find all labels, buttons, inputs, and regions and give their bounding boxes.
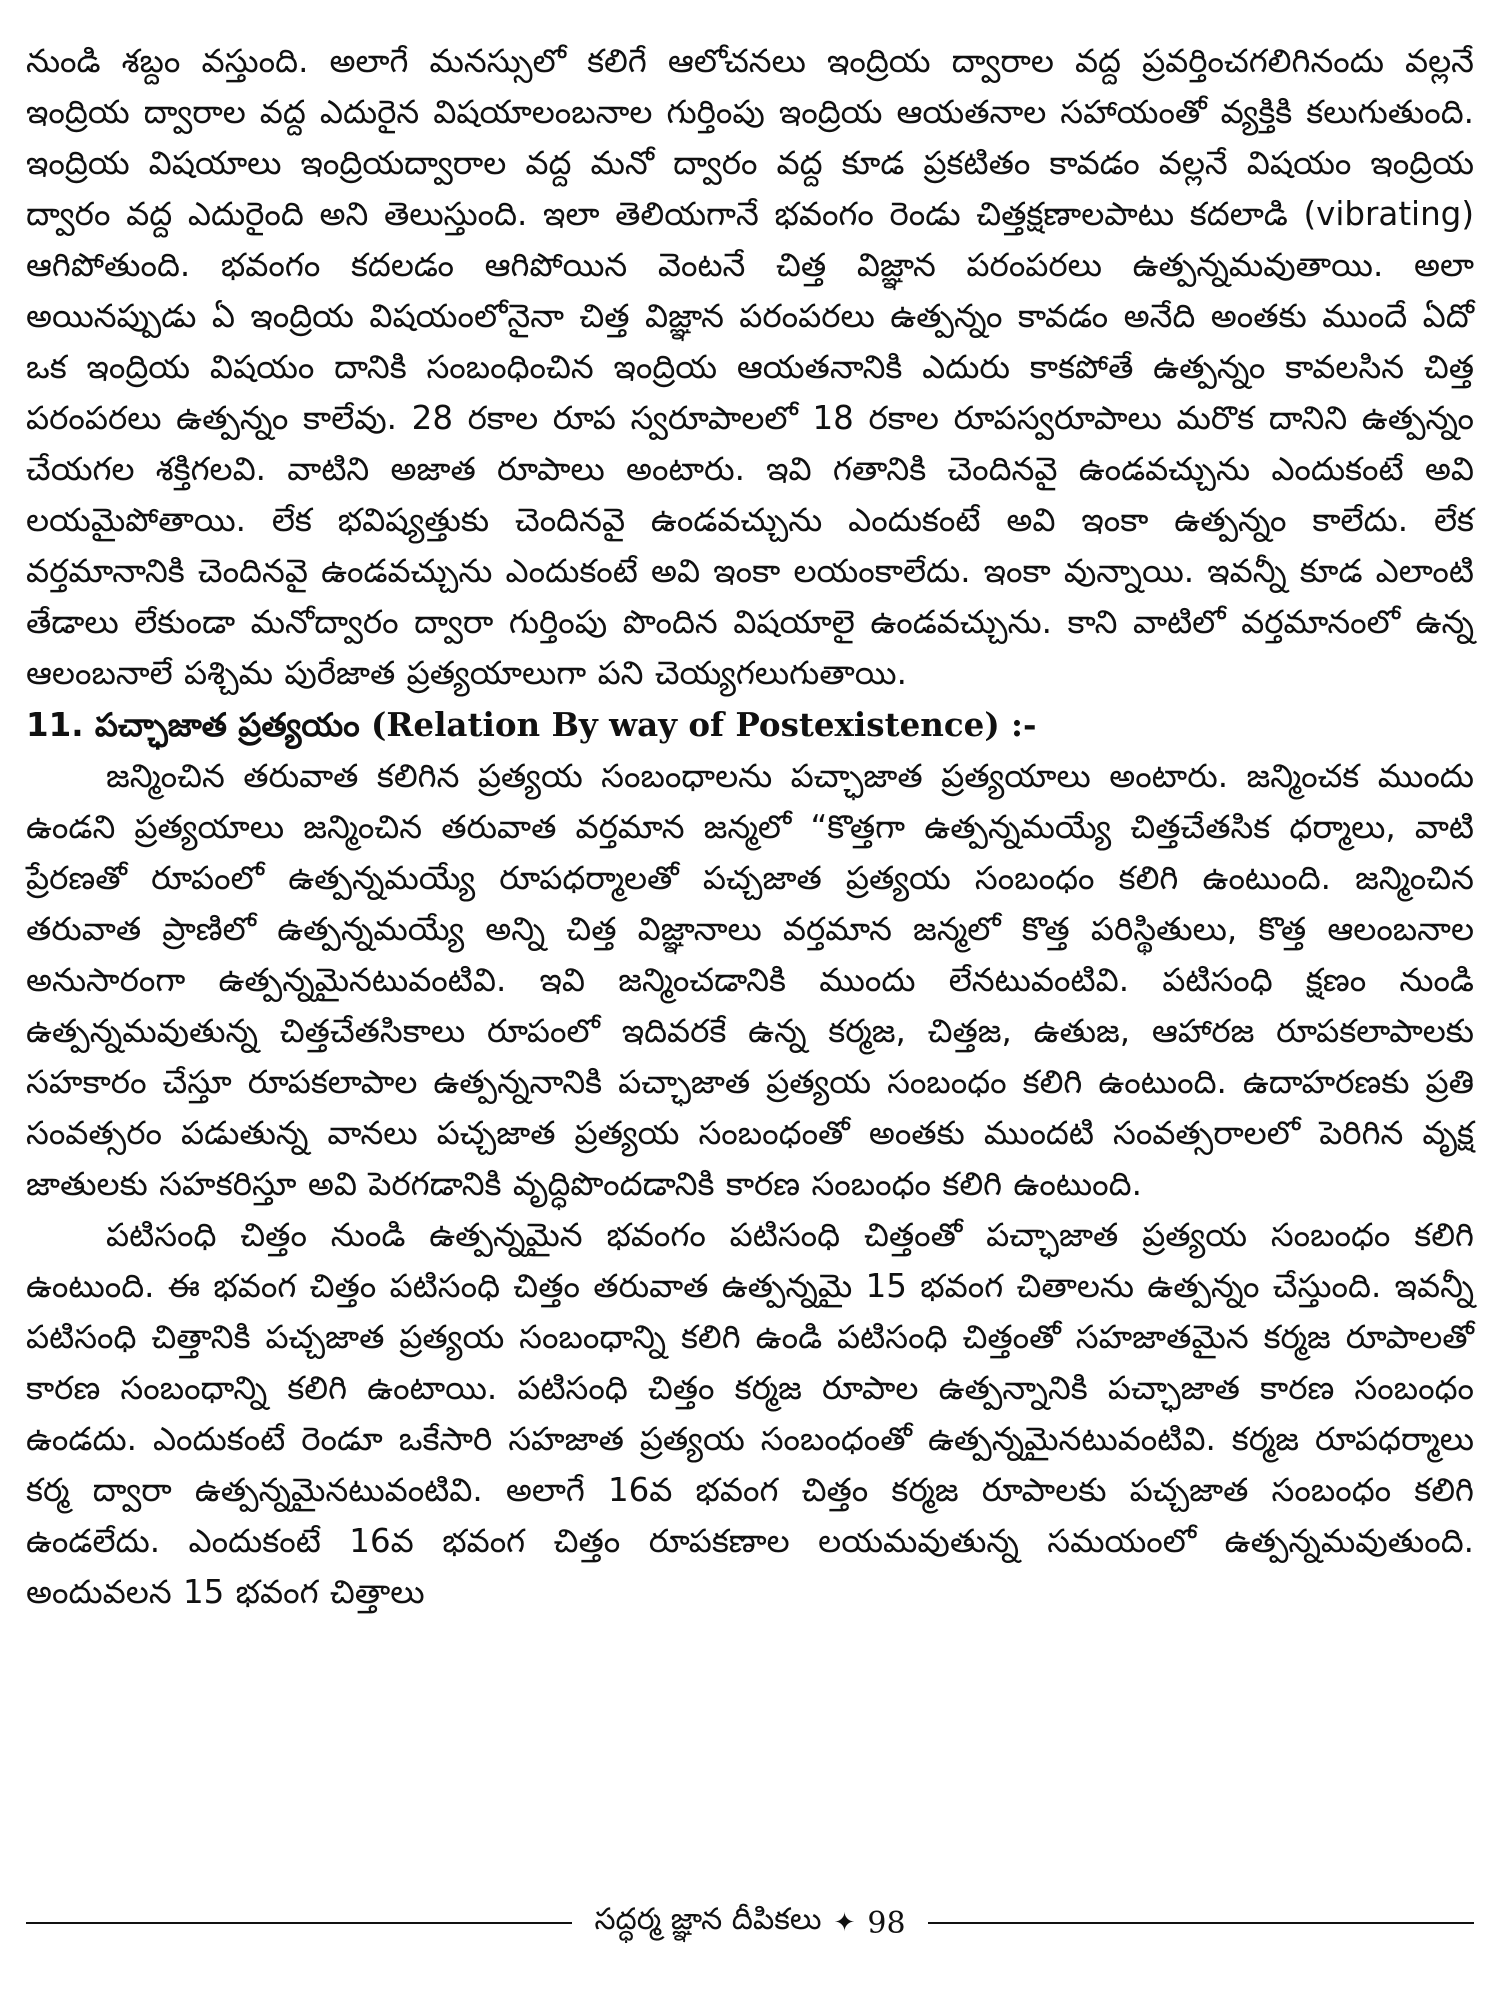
footer-rule-left	[26, 1922, 572, 1924]
paragraph-3: పటిసంధి చిత్తం నుండి ఉత్పన్నమైన భవంగం పటిసంధి చిత్తంతో పచ్ఛాజాత ప్రత్యయ సంబంధం కలిగి ఉంటుంది. ఈ భవంగ చిత్తం పటిసంధి చిత్తం తరువాత ఉత్పన్నమై 15 భవంగ చితాలను ఉత్పన్నం చేస్తుంది. ఇవన్నీ పటిసంధి చిత్తానికి పచ్చజాత ప్రత్యయ సంబంధాన్ని కలిగి ఉండి పటిసంధి చిత్తంతో సహజాతమైన కర్మజ రూపాలతో కారణ సంబంధాన్ని కలిగి ఉంటాయి. పటిసంధి చిత్తం కర్మజ రూపాల ఉత్పన్నానికి పచ్ఛాజాత కారణ సంబంధం ఉండదు. ఎందుకంటే రెండూ ఒకేసారి సహజాత ప్రత్యయ సంబంధంతో ఉత్పన్నమైనటువంటివి. కర్మజ రూపధర్మాలు కర్మ ద్వారా ఉత్పన్నమైనటువంటివి. అలాగే 16వ భవంగ చిత్తం కర్మజ రూపాలకు పచ్చజాత సంబంధం కలిగి ఉండలేదు. ఎందుకంటే 16వ భవంగ చిత్తం రూపకణాల లయమవుతున్న సమయంలో ఉత్పన్నమవుతుంది. అందువలన 15 భవంగ చిత్తాలు	[26, 1216, 1474, 1611]
page-number: 98	[867, 1905, 906, 1941]
footer-rule-right	[928, 1922, 1474, 1924]
paragraph-1: నుండి శబ్దం వస్తుంది. అలాగే మనస్సులో కలిగే ఆలోచనలు ఇంద్రియ ద్వారాల వద్ద ప్రవర్తించగలిగినందు వల్లనే ఇంద్రియ ద్వారాల వద్ద ఎదురైన విషయాలంబనాల గుర్తింపు ఇంద్రియ ఆయతనాల సహాయంతో వ్యక్తికి కలుగుతుంది. ఇంద్రియ విషయాలు ఇంద్రియద్వారాల వద్ద మనో ద్వారం వద్ద కూడ ప్రకటితం కావడం వల్లనే విషయం ఇంద్రియ ద్వారం వద్ద ఎదురైంది అని తెలుస్తుంది. ఇలా తెలియగానే భవంగం రెండు చిత్తక్షణాలపాటు కదలాడి (vibrating) ఆగిపోతుంది. భవంగం కదలడం ఆగిపోయిన వెంటనే చిత్త విజ్ఞాన పరంపరలు ఉత్పన్నమవుతాయి. అలా అయినప్పుడు ఏ ఇంద్రియ విషయంలోనైనా చిత్త విజ్ఞాన పరంపరలు ఉత్పన్నం కావడం అనేది అంతకు ముందే ఏదో ఒక ఇంద్రియ విషయం దానికి సంబంధించిన ఇంద్రియ ఆయతనానికి ఎదురు కాకపోతే ఉత్పన్నం కావలసిన చిత్త పరంపరలు ఉత్పన్నం కాలేవు. 28 రకాల రూప స్వరూపాలలో 18 రకాల రూపస్వరూపాలు మరొక దానిని ఉత్పన్నం చేయగల శక్తిగలవి. వాటిని అజాత రూపాలు అంటారు. ఇవి గతానికి చెందినవై ఉండవచ్చును ఎందుకంటే అవి లయమైపోతాయి. లేక భవిష్యత్తుకు చెందినవై ఉండవచ్చును ఎందుకంటే అవి ఇంకా ఉత్పన్నం కాలేదు. లేక వర్తమానానికి చెందినవై ఉండవచ్చును ఎందుకంటే అవి ఇంకా లయంకాలేదు. ఇంకా వున్నాయి. ఇవన్నీ కూడ ఎలాంటి తేడాలు లేకుండా మనోద్వారం ద్వారా గుర్తింపు పొందిన విషయాలై ఉండవచ్చును. కాని వాటిలో వర్తమానంలో ఉన్న ఆలంబనాలే పశ్చిమ పురేజాత ప్రత్యయాలుగా పని చెయ్యగలుగుతాయి.	[26, 42, 1474, 692]
diamond-separator-icon: ✦	[833, 1908, 856, 1938]
page-footer	[26, 1898, 1474, 1948]
section-heading-11	[26, 699, 1474, 751]
paragraph-2: జన్మించిన తరువాత కలిగిన ప్రత్యయ సంబంధాలను పచ్ఛాజాత ప్రత్యయాలు అంటారు. జన్మించక ముందు ఉండని ప్రత్యయాలు జన్మించిన తరువాత వర్తమాన జన్మలో “కొత్తగా ఉత్పన్నమయ్యే చిత్తచేతసిక ధర్మాలు, వాటి ప్రేరణతో రూపంలో ఉత్పన్నమయ్యే రూపధర్మాలతో పచ్చజాత ప్రత్యయ సంబంధం కలిగి ఉంటుంది. జన్మించిన తరువాత ప్రాణిలో ఉత్పన్నమయ్యే అన్ని చిత్త విజ్ఞానాలు వర్తమాన జన్మలో కొత్త పరిస్థితులు, కొత్త ఆలంబనాల అనుసారంగా ఉత్పన్నమైనటువంటివి. ఇవి జన్మించడానికి ముందు లేనటువంటివి. పటిసంధి క్షణం నుండి ఉత్పన్నమవుతున్న చిత్తచేతసికాలు రూపంలో ఇదివరకే ఉన్న కర్మజ, చిత్తజ, ఉతుజ, ఆహారజ రూపకలాపాలకు సహకారం చేస్తూ రూపకలాపాల ఉత్పన్ననానికి పచ్ఛాజాత ప్రత్యయ సంబంధం కలిగి ఉంటుంది. ఉదాహరణకు ప్రతి సంవత్సరం పడుతున్న వానలు పచ్చజాత ప్రత్యయ సంబంధంతో అంతకు ముందటి సంవత్సరాలలో పెరిగిన వృక్ష జాతులకు సహకరిస్తూ అవి పెరగడానికి వృద్ధిపొందడానికి కారణ సంబంధం కలిగి ఉంటుంది.	[26, 757, 1474, 1203]
book-title: సద్ధర్మ జ్ఞాన దీపికలు	[594, 1902, 822, 1937]
section-heading-english: (Relation By way of Postexistence) :-	[371, 705, 1037, 744]
section-heading-telugu: 11. పచ్ఛాజాత ప్రత్యయం	[26, 706, 360, 744]
footer-text	[572, 1902, 927, 1944]
document-page	[26, 36, 1474, 1618]
